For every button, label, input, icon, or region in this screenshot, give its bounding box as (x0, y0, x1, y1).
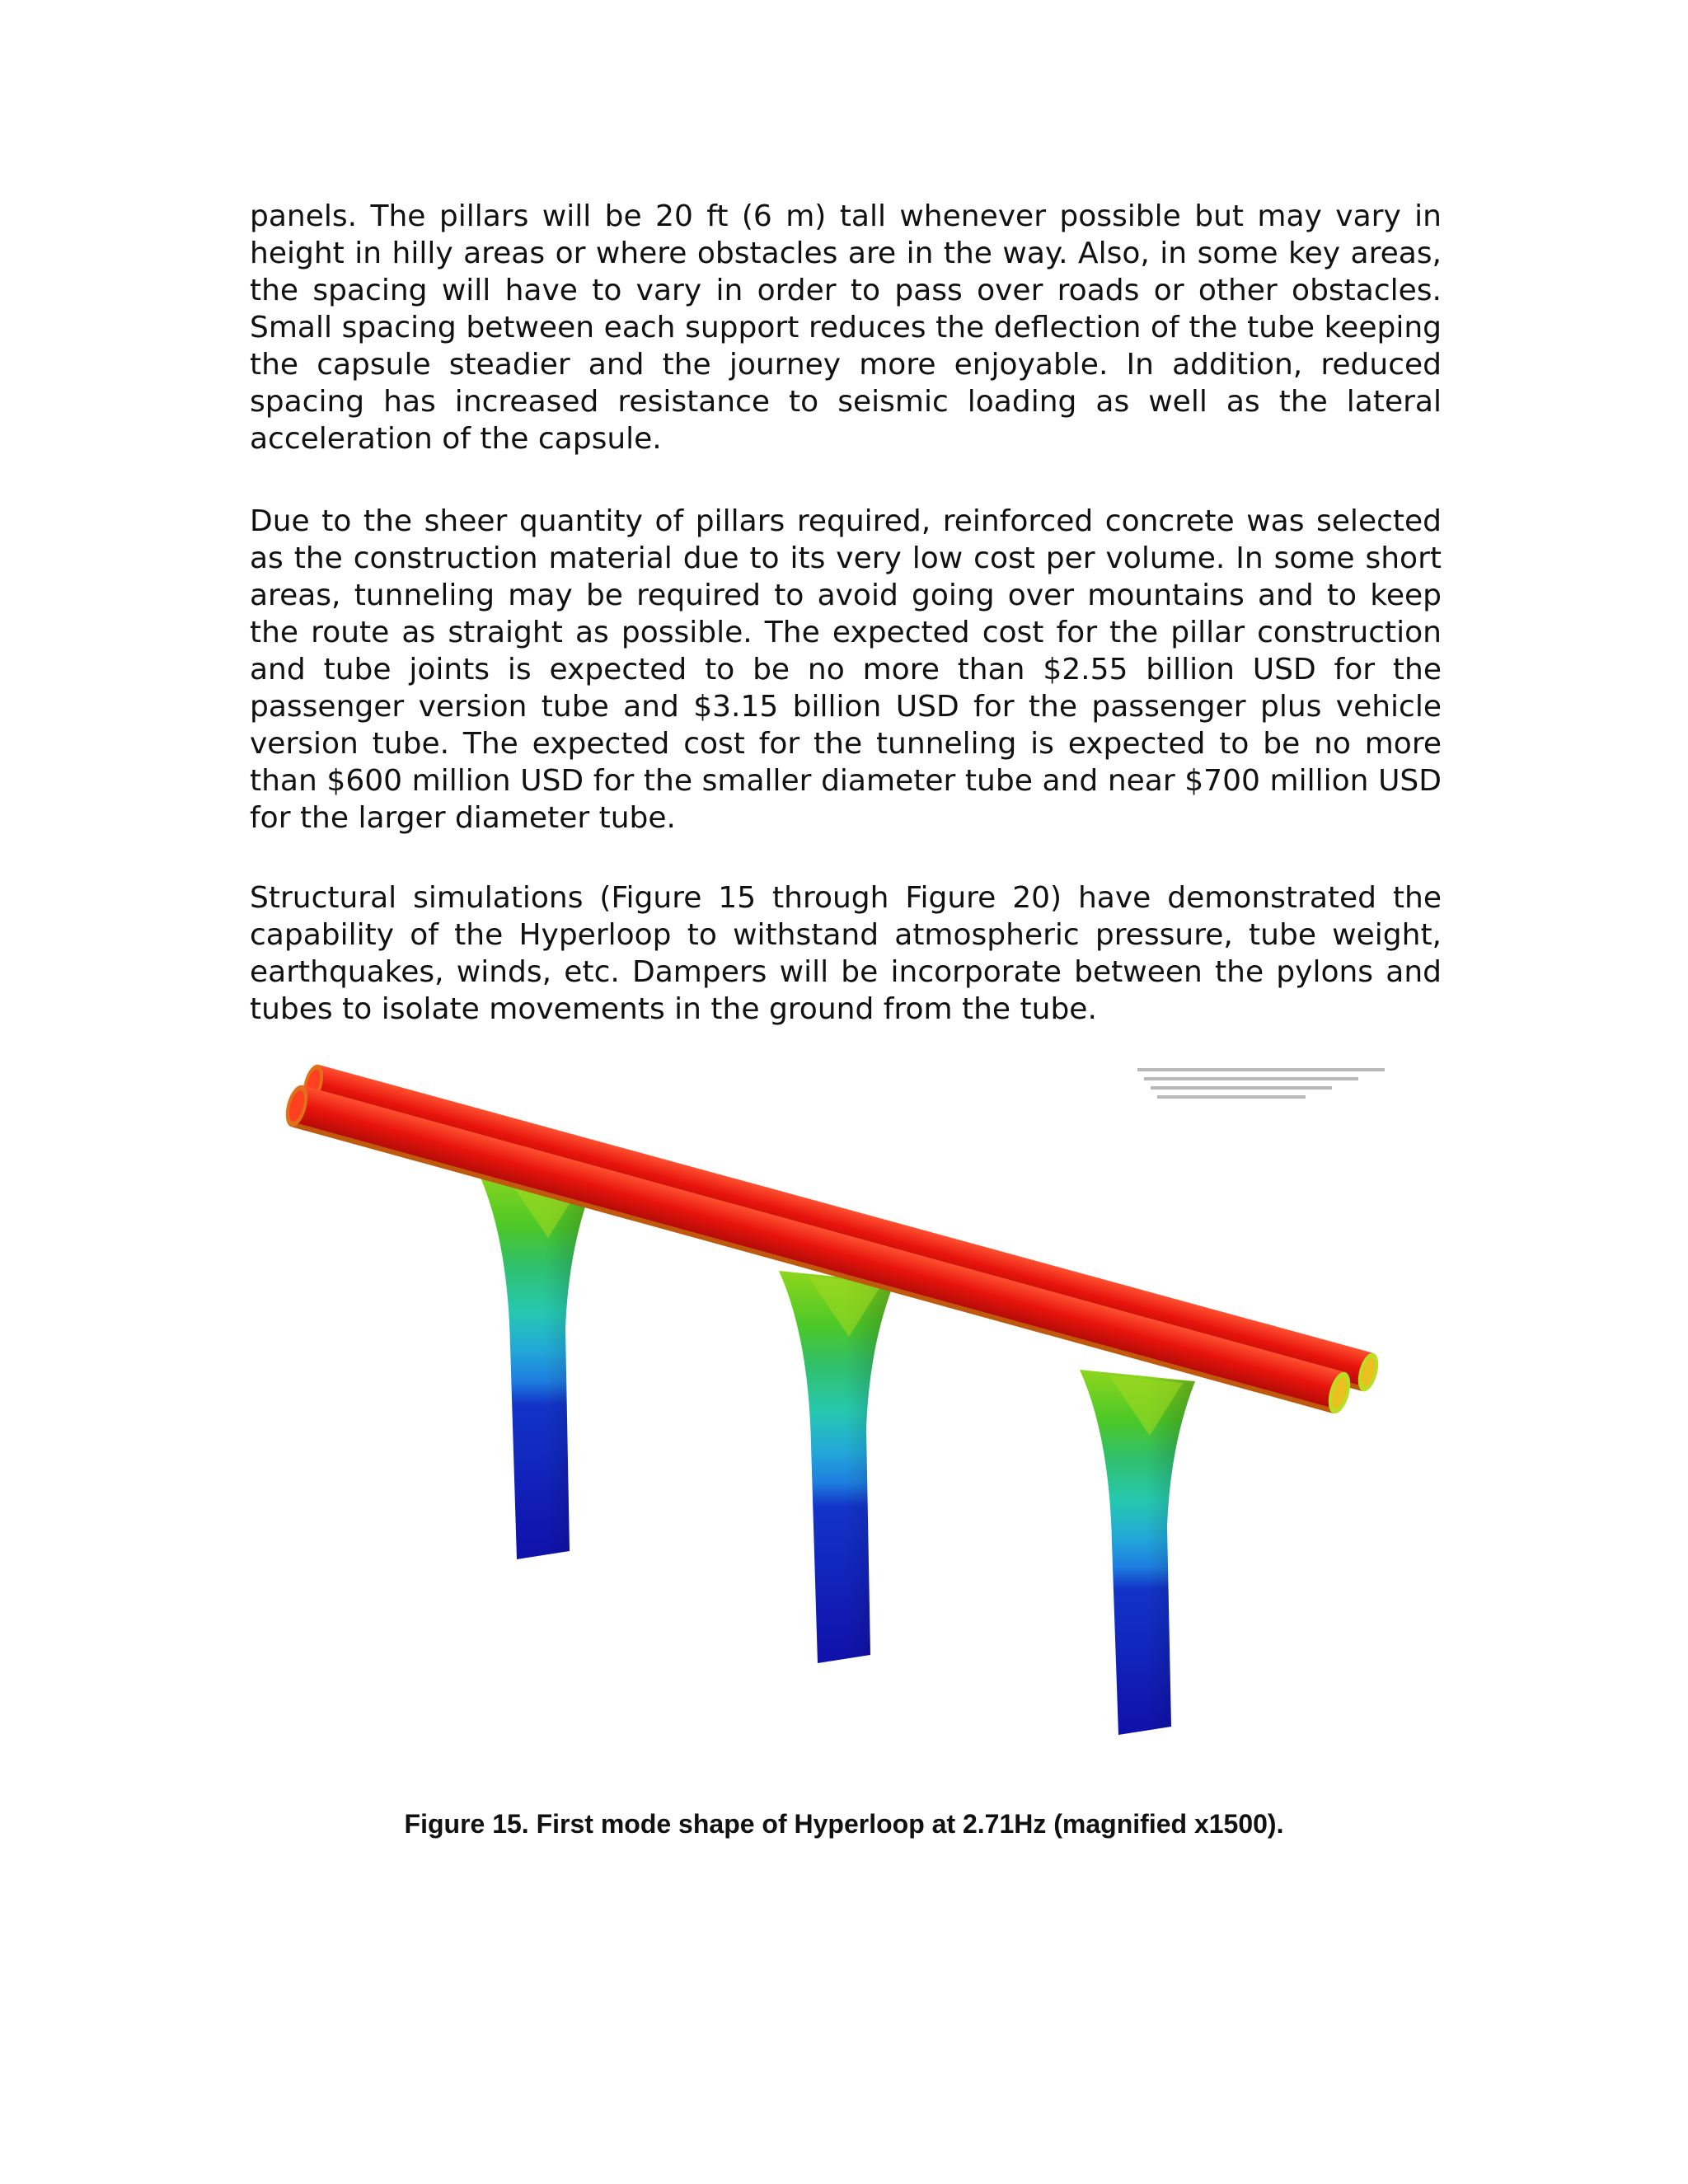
pillar-right (1080, 1370, 1195, 1735)
figure-caption: Figure 15. First mode shape of Hyperloop at 2.71Hz (magnified x1500). (404, 1809, 1284, 1839)
pillar-left (478, 1172, 593, 1559)
paragraph-pillars: panels. The pillars will be 20 ft (6 m) tall whenever possible but may vary in height in hilly areas or where obstacles are in the way. Also, in some key areas, the spacing will have to vary in order to pass over roads or other obstacles. Small spacing between each support reduces the deflection of the tube keeping the capsule steadier and the journey more enjoyable. In addition, reduced spacing has increased resistance to seismic loading as well as the lateral acceleration of the capsule. (250, 199, 1442, 456)
paragraph-construction-cost: Due to the sheer quantity of pillars required, reinforced concrete was selected as the construction material due to its very low cost per volume. In some short areas, tunneling may be required to avoid going over mountains and to keep the route as straight as possible. The expected cost for the pillar construction and tube joints is expected to be no more than $2.55 billion USD for the passenger version tube and $3.15 billion USD for the passenger plus vehicle version tube. The expected cost for the tunneling is expected to be no more than $600 million USD for the smaller diameter tube and near $700 million USD for the larger diameter tube. (250, 504, 1442, 835)
simulation-metadata (1137, 1068, 1385, 1099)
paragraph-structural-simulations: Structural simulations (Figure 15 through Figure 20) have demonstrated the capability of the Hyperloop to withstand atmospheric pressure, tube weight, earthquakes, winds, etc. Dampers will be incorporate between the pylons and tubes to isolate movements in the ground from the tube. (250, 881, 1442, 1026)
pillar-middle (779, 1271, 894, 1663)
hyperloop-mode-shape-illustration (247, 1055, 1442, 1772)
figure-mode-shape (247, 1055, 1442, 1772)
